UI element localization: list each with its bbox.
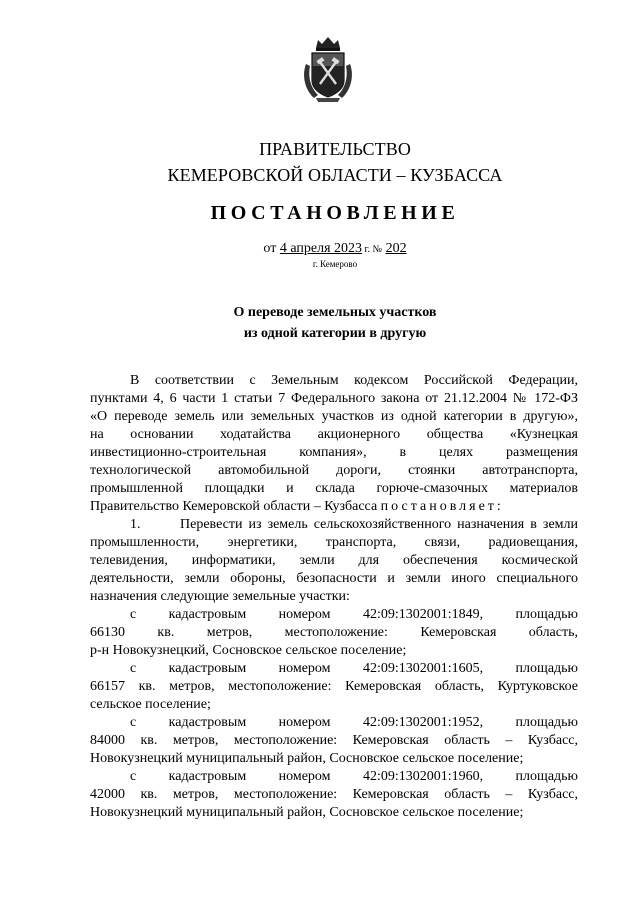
document-type-heading: ПОСТАНОВЛЕНИЕ bbox=[210, 202, 460, 224]
clause-number: 1. bbox=[130, 517, 141, 532]
body-line: «О переводе земель или земельных участков из одной категории в другую», bbox=[90, 409, 578, 424]
parcel-line: Новокузнецкий муниципальный район, Сосновское сельское поселение; bbox=[90, 805, 524, 820]
parcel-line: сельское поселение; bbox=[90, 697, 211, 712]
body-line: назначения следующие земельные участки: bbox=[90, 589, 350, 604]
body-line: на основании ходатайства акционерного общества «Кузнецкая bbox=[90, 427, 578, 442]
number-sign: № bbox=[372, 244, 383, 255]
parcel-line: Новокузнецкий муниципальный район, Сосновское сельское поселение; bbox=[90, 751, 524, 766]
government-name-line1: ПРАВИТЕЛЬСТВО bbox=[259, 139, 411, 159]
decree-word: постановляет: bbox=[380, 499, 504, 514]
date-prefix: от bbox=[263, 241, 277, 256]
place-of-issue: г. Кемерово bbox=[312, 259, 358, 269]
parcel-line: с кадастровым номером 42:09:1302001:1605, площадью bbox=[130, 661, 578, 676]
parcel-line: 84000 кв. метров, местоположение: Кемеровская область – Кузбасс, bbox=[90, 733, 578, 748]
year-suffix: г. bbox=[364, 244, 371, 255]
subject-line2: из одной категории в другую bbox=[243, 326, 427, 341]
parcel-line: 66130 кв. метров, местоположение: Кемеровская область, bbox=[90, 625, 578, 640]
parcel-line: с кадастровым номером 42:09:1302001:1960, площадью bbox=[130, 769, 578, 784]
body-line: В соответствии с Земельным кодексом Российской Федерации, bbox=[130, 373, 578, 388]
parcel-line: 42000 кв. метров, местоположение: Кемеровская область – Кузбасс, bbox=[90, 787, 578, 802]
body-line: деятельности, земли обороны, безопасности и земли иного специального bbox=[90, 571, 578, 586]
body-line: технологической автомобильной дороги, стоянки автотранспорта, bbox=[90, 463, 578, 478]
parcel-line: с кадастровым номером 42:09:1302001:1849, площадью bbox=[130, 607, 578, 622]
body-line: пунктами 4, 6 части 1 статьи 7 Федерального закона от 21.12.2004 № 172-ФЗ bbox=[90, 391, 578, 406]
coat-of-arms-icon bbox=[300, 34, 356, 104]
subject-line1: О переводе земельных участков bbox=[233, 305, 437, 320]
document-number: 202 bbox=[385, 241, 407, 256]
parcel-line: р-н Новокузнецкий, Сосновское сельское поселение; bbox=[90, 643, 407, 658]
parcel-line: 66157 кв. метров, местоположение: Кемеровская область, Куртуковское bbox=[90, 679, 578, 694]
body-line: телевидения, информатики, земли для обеспечения космической bbox=[90, 553, 578, 568]
clause-1-line: 1. Перевести из земель сельскохозяйственного назначения в земли bbox=[130, 517, 578, 532]
body-line: промышленности, энергетики, транспорта, связи, радиовещания, bbox=[90, 535, 578, 550]
parcel-line: с кадастровым номером 42:09:1302001:1952, площадью bbox=[130, 715, 578, 730]
date-number-line bbox=[0, 240, 640, 259]
body-line: инвестиционно-строительная компания», в целях размещения bbox=[90, 445, 578, 460]
document-subject bbox=[0, 302, 640, 344]
preamble-last-line: Правительство Кемеровской области – Кузбасса bbox=[90, 499, 378, 514]
body-line bbox=[90, 498, 578, 516]
government-name-line2: КЕМЕРОВСКОЙ ОБЛАСТИ – КУЗБАССА bbox=[167, 165, 503, 185]
body-line: промышленной площадки и склада горюче-смазочных материалов bbox=[90, 481, 578, 496]
document-date: 4 апреля 2023 bbox=[279, 241, 363, 256]
document-body bbox=[90, 372, 578, 822]
